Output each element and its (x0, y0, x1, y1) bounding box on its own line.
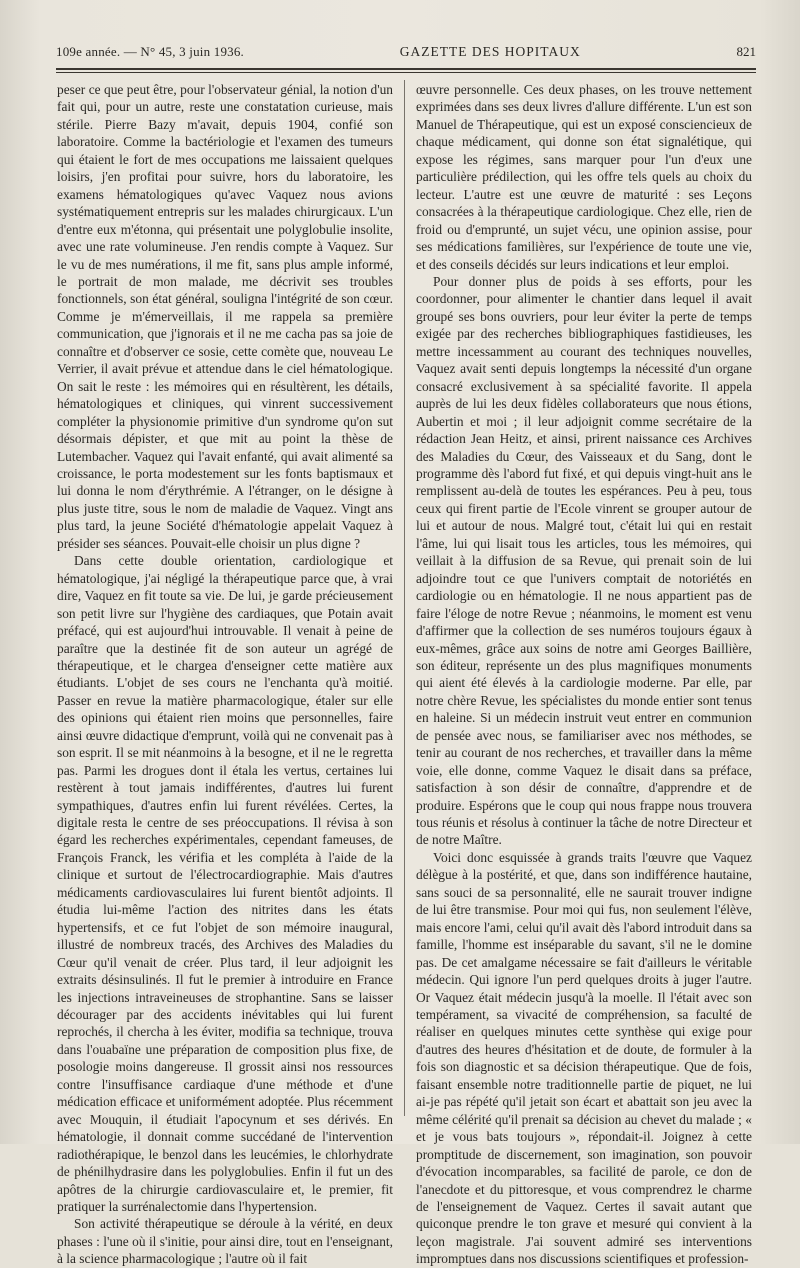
left-column (57, 81, 393, 1268)
issue-info: 109e année. — N° 45, 3 juin 1936. (56, 44, 244, 59)
journal-title: GAZETTE DES HOPITAUX (399, 44, 581, 59)
right-column (416, 81, 752, 1268)
column-divider (404, 80, 405, 1116)
paragraph: Voici donc esquissée à grands traits l'œuvre que Vaquez délègue à la postérité, et que, dans son indifférence hautaine, sans souci de sa personnalité, elle ne saurait trouver indigne de lui être transmise. Pour moi qui fus, non seulement l'élève, mais encore l'ami, celui qu'il avait dès l'abord introduit dans sa famille, l'homme est inséparable du savant, s'il ne le domine pas. De cet amalgame nécessaire se fait d'ailleurs le véritable médecin. Qui ignore l'un perd quelques droits à juger l'autre. Or Vaquez était médecin jusqu'à la moelle. Il l'était avec son tempérament, sa vivacité de compréhension, sa faculté de réaliser en quelques minutes cette synthèse qui exige pour d'autres des heures d'hésitation et de doute, de formuler à la fois son diagnostic et sa décision thérapeutique. Que de fois, faisant ensemble notre traditionnelle partie de piquet, ne lui ai-je pas répété qu'il jetait son écart et abattait son jeu avec la même célérité qu'il prenait sa décision au chevet du malade ; « et je vous bats toujours », répondait-il. Joignez à cette promptitude de discernement, son imagination, son pouvoir d'évocation incomparables, sa facilité de parole, ce don de l'anecdote et du pittoresque, et vous comprendrez le charme de l'enseignement de Vaquez. Certes il savait autant que quiconque prendre le ton grave et mesuré qui convient à la leçon magistrale. J'ai souvent admiré ses interventions impromptues dans nos discussions scientifiques et profession- (416, 849, 752, 1267)
page-header (56, 44, 756, 64)
paragraph: Dans cette double orientation, cardiologique et hématologique, j'ai négligé la thérapeutique parce que, à vrai dire, Vaquez en fit toute sa vie. De lui, je garde précieusement son petit livre sur l'hygiène des cardiaques, que Potain avait préfacé, qui est aujourd'hui introuvable. Il venait à peine de paraître que la destinée fit de son auteur un agrégé de thérapeutique, et le chargea d'enseigner cette matière aux étudiants. L'objet de ses cours ne l'enchanta qu'à moitié. Passer en revue la matière pharmacologique, étaler sur elle des opinions qui étaient rien moins que personnelles, faire ainsi œuvre didactique d'emprunt, voilà qui ne convenait pas à son esprit. Il se mit néanmoins à la besogne, et il ne le regretta pas. Parmi les drogues dont il étala les vertus, certaines lui restèrent à tout jamais indifférentes, d'autres lui furent sympathiques, d'autres enfin lui furent révélées. Certes, la digitale resta le centre de ses préoccupations. Il révisa à son égard les recherches expérimentales, cependant fameuses, de François Franck, les vérifia et les compléta à l'aide de la clinique et surtout de l'électrocardiographie. Mais d'autres médicaments cardiovasculaires lui furent bientôt adjoints. Il étudia lui-même l'action des nitrites dans les états hypertensifs, et ce fut l'objet de son mémoire inaugural, illustré de nombreux tracés, des Archives des Maladies du Cœur qu'il venait de créer. Plus tard, il leur adjoignit les extraits désinsulinés. Il fut le premier à introduire en France les injections intraveineuses de strophantine. Sans se laisser décourager par des accidents inévitables qui lui furent reprochés, il chercha à les éviter, modifia sa technique, trouva dans l'ouabaïne une préparation de composition plus fixe, de posologie moins dangereuse. Il grossit ainsi nos ressources contre l'insuffisance cardiaque d'une méthode et d'une médication efficace et uniformément adoptée. Plus récemment avec Mouquin, il étudiait l'apocynum et ses dérivés. En hématologie, il donnait comme succédané de l'intervention radiothérapique, le benzol dans les leucémies, le chlorhydrate de phénilhydrasire dans les polyglobulies. Enfin il fut un des apôtres de la chirurgie cardiovasculaire et, le premier, fit pratiquer la surrénalectomie dans l'hypertension. (57, 553, 393, 1214)
paragraph: Son activité thérapeutique se déroule à la vérité, en deux phases : l'une où il s'initie, pour ainsi dire, tout en l'enseignant, à la science pharmacologique ; l'autre où il fait (57, 1216, 393, 1267)
header-rule-thin (56, 72, 756, 73)
paragraph: Pour donner plus de poids à ses efforts, pour les coordonner, pour alimenter le chantier dans lequel il avait groupé ses bons ouvriers, pour leur éviter la perte de temps exigée par des recherches bibliographiques fastidieuses, les mettre incessamment au courant des techniques nouvelles, Vaquez avait senti depuis longtemps la nécessité d'un organe consacré exclusivement à sa spécialité favorite. Il appela auprès de lui les deux fidèles collaborateurs que nous étions, Aubertin et moi ; il leur adjoignit comme secrétaire de la rédaction Jean Heitz, et ainsi, prirent naissance ces Archives des Maladies du Cœur, des Vaisseaux et du Sang, dont le programme dès l'abord fut fixé, et qui depuis vingt-huit ans le remplissent au-delà de toutes les espérances. Peu à peu, tous ceux qui firent partie de l'Ecole vinrent se grouper autour de lui et autour de nous. Malgré tout, c'était lui qui en restait l'âme, lui qui lisait tous les articles, tous les mémoires, qui veillait à la diffusion de sa Revue, qui prenait soin de lui adjoindre tout ce que l'univers comptait de notoriétés en cardiologie ou en hématologie. Il ne nous appartient pas de faire l'éloge de notre Revue ; néanmoins, le moment est venu d'affirmer que la collection de ses numéros toujours égaux à eux-mêmes, grâce aux soins de notre ami Georges Baillière, son éditeur, représente un des plus magnifiques monuments qui aient été élevés à la cardiologie moderne. Par elle, par notre chère Revue, les spécialistes du monde entier sont tenus en haleine. Si un médecin instruit veut entrer en communion de pensée avec nous, se familiariser avec nos méthodes, se tenir au courant de nos recherches, et travailler dans la même voie, elle donne, comme Vaquez le disait dans sa préface, satisfaction à son désir de connaître, d'apprendre et de produire. Espérons que le coup qui nous frappe nous trouvera tous réunis et résolus à continuer la tâche de notre Directeur et de notre Maître. (416, 273, 752, 848)
paragraph: œuvre personnelle. Ces deux phases, on les trouve nettement exprimées dans ses deux livres d'allure différente. L'un est son Manuel de Thérapeutique, qui est un exposé consciencieux de chaque médicament, qui donne son état signalétique, qui expose les régimes, sans marquer pour l'un d'eux une particulière prédilection, qui les offre tels quels au choix du lecteur. L'autre est une œuvre de maturité : ses Leçons consacrées à la thérapeutique cardiologique. Chez elle, rien de froid ou d'emprunté, un sujet vécu, une opinion assise, pour ses médications familières, sur l'expérience de toute une vie, et des conseils décidés sur leurs indications et leur emploi. (416, 82, 752, 272)
paragraph: peser ce que peut être, pour l'observateur génial, la notion d'un fait qui, pour un autre, reste une constatation curieuse, mais stérile. Pierre Bazy m'avait, depuis 1904, confié son laboratoire. Comme la bactériologie et l'examen des tumeurs qui étaient le fort de mes occupations me laissaient quelques loisirs, j'en profitai pour suivre, hors du laboratoire, les examens hématologiques qu'avec Vaquez nous avions systématiquement entrepris sur les malades chirurgicaux. L'un d'entre eux m'étonna, qui présentait une polyglobulie insolite, avec une rate volumineuse. J'en rendis compte à Vaquez. Sur le vu de mes numérations, il me fit, sans plus ample informé, le portrait de mon malade, me décrivit ses troubles fonctionnels, son état général, souligna l'intégrité de son cœur. Comme je m'émerveillais, il me rappela sa première communication, que j'ignorais et il ne me cacha pas sa joie de connaître et d'observer ce sosie, cette comète que, nouveau Le Verrier, il avait prévue et attendue dans le ciel hématologique. On sait le reste : les mémoires qui en résultèrent, les détails, hématologiques et cliniques, qui vinrent successivement compléter la physionomie primitive d'un syndrome qu'on sut désormais dépister, et que mit au point la thèse de Lutembacher. Vaquez qui l'avait enfanté, qui avait alimenté sa croissance, le porta modestement sur les fonts baptismaux et lui donna le nom d'érythrémie. A l'étranger, on le désigne à plus juste titre, sous le nom de maladie de Vaquez. Vingt ans plus tard, la jeune Société d'hématologie appelait Vaquez à présider ses séances. Pouvait-elle choisir un plus digne ? (57, 82, 393, 551)
page-number: 821 (736, 44, 756, 59)
header-rule-thick (56, 68, 756, 70)
